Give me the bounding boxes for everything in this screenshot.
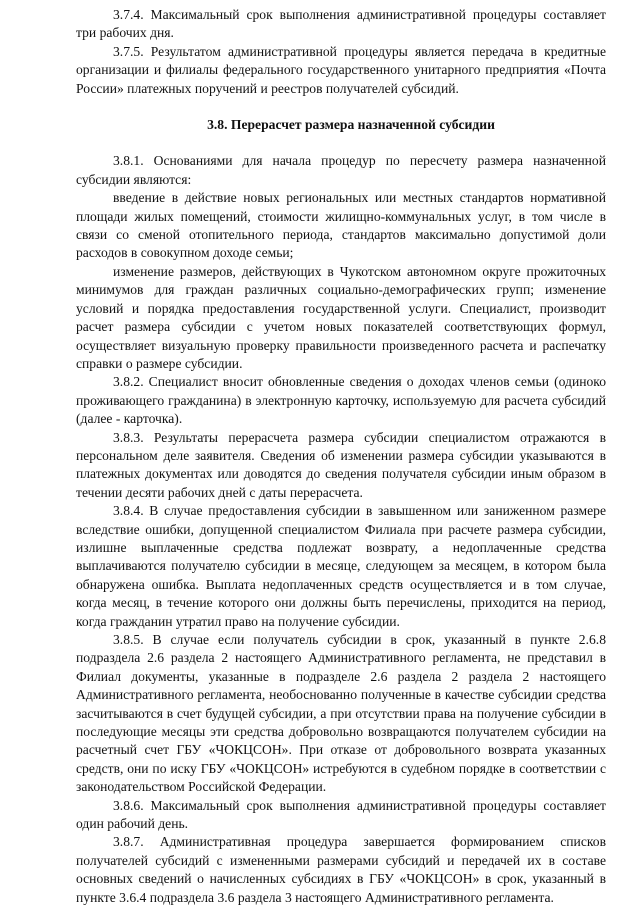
paragraph-3-7-5: 3.7.5. Результатом административной процедуры является передача в кредитные организации и филиалы федерального государственного унитарного предприятия «Почта России» платежных поручений и реестров получателей субсидий. — [76, 43, 606, 96]
paragraph-3-8-3: 3.8.3. Результаты перерасчета размера субсидии специалистом отражаются в персональном деле заявителя. Сведения об изменении размера субсидии указываются в платежных документах или доводятся до сведения получателя субсидии иным образом в течении десяти рабочих дней с даты перерасчета. — [76, 429, 606, 500]
paragraph-3-8-1-item-2: изменение размеров, действующих в Чукотском автономном округе прожиточных минимумов для граждан различных социально-демографических групп; изменение условий и порядка предоставления государственной услуги. Специалист, производит расчет размера субсидии с учетом новых показателей соответствующих формул, осуществляет визуальную проверку правильности произведенного расчета и распечатку справки о размере субсидии. — [76, 263, 606, 371]
paragraph-3-8-7: 3.8.7. Административная процедура завершается формированием списков получателей субсидий с измененными размерами субсидий и передачей их в составе основных сведений о начисленных субсидиях в ГБУ «ЧОКЦСОН» в срок, указанный в пункте 3.6.4 подраздела 3.6 раздела 3 настоящего Административного регламента. — [76, 834, 606, 905]
paragraph-3-8-4: 3.8.4. В случае предоставления субсидии в завышенном или заниженном размере вследствие ошибки, допущенной специалистом Филиала при расчете размера субсидии, излишне выплаченные средства подлежат возврату, а недоплаченные средства выплачиваются получателю субсидии в месяце, следующем за месяцем, в котором была обнаружена ошибка. Выплата недоплаченных средств осуществляется и в том случае, когда месяц, в течение которого они должны быть перечислены, приходится на период, когда гражданин утратил право на получение субсидии. — [76, 503, 606, 629]
paragraph-3-7-4: 3.7.4. Максимальный срок выполнения административной процедуры составляет три рабочих дня. — [76, 7, 606, 41]
spacer — [76, 134, 606, 152]
paragraph-3-8-1-item-1: введение в действие новых региональных или местных стандартов нормативной площади жилых помещений, стоимости жилищно-коммунальных услуг, в том числе в связи со сменой отопительного периода, стандартов максимально допустимой доли расходов в совокупном доходе семьи; — [76, 190, 606, 261]
paragraph-3-8-1: 3.8.1. Основаниями для начала процедур по пересчету размера назначенной субсидии являются: — [76, 153, 606, 187]
paragraph-3-8-6: 3.8.6. Максимальный срок выполнения административной процедуры составляет один рабочий день. — [76, 797, 606, 832]
paragraph-3-8-2: 3.8.2. Специалист вносит обновленные сведения о доходах членов семьи (одиноко проживающего гражданина) в электронную карточку, используемую для расчета субсидий (далее - карточка). — [76, 374, 606, 427]
section-heading: 3.8. Перерасчет размера назначенной субсидии — [207, 117, 495, 133]
spacer — [76, 98, 606, 116]
paragraph-3-8-5: 3.8.5. В случае если получатель субсидии в срок, указанный в пункте 2.6.8 подраздела 2.6 раздела 2 настоящего Административного регламента, не представил в Филиал документы, указанные в подразделе 2.6 раздела 2 раздела 2 настоящего Административного регламента, необоснованно полученные в качестве субсидии средства засчитываются в счет будущей субсидии, а при отсутствии права на получение субсидии в последующие месяцы эти средства добровольно возвращаются получателем субсидии на расчетный счет ГБУ «ЧОКЦСОН». При отказе от добровольного возврата указанных средств, они по иску ГБУ «ЧОКЦСОН» истребуются в судебном порядке в соответствии с законодательством Российской Федерации. — [76, 632, 606, 795]
